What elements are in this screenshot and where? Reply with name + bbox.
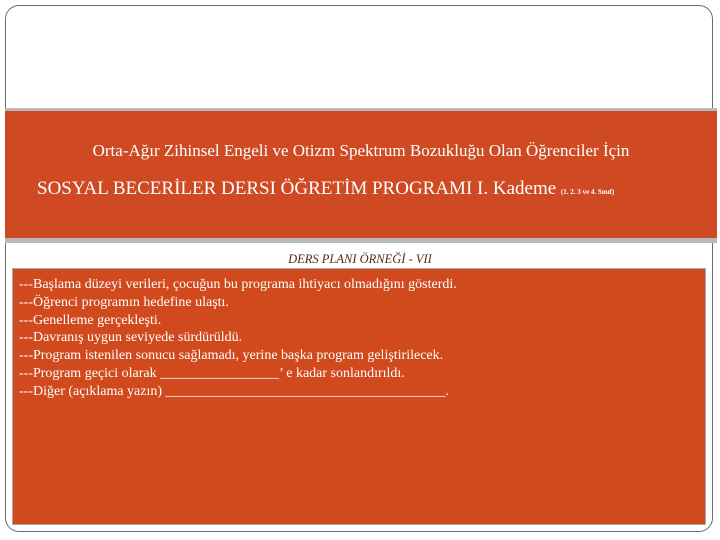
outcome-list [19, 276, 457, 401]
list-item: ---Program istenilen sonucu sağlamadı, yerine başka program geliştirilecek. [19, 348, 444, 364]
title-band [5, 108, 717, 243]
title-main: SOSYAL BECERİLER DERSI ÖĞRETİM PROGRAMI I. Kademe [37, 178, 557, 199]
lesson-plan-subtitle: DERS PLANI ÖRNEĞİ - VII [288, 252, 432, 266]
title-line-1: Orta-Ağır Zihinsel Engeli ve Otizm Spektrum Bozukluğu Olan Öğrenciler İçin [92, 141, 630, 160]
list-item: ---Öğrenci programın hedefine ulaştı. [19, 294, 229, 310]
list-item: ---Program geçici olarak _________________’ e kadar sonlandırıldı. [19, 365, 405, 381]
title-grade-note: (1. 2. 3 ve 4. Sınıf) [560, 188, 615, 196]
list-item: ---Davranış uygun seviyede sürdürüldü. [19, 330, 243, 346]
list-item: ---Genelleme gerçekleşti. [19, 312, 162, 328]
content-box [12, 268, 706, 525]
title-line-2 [37, 178, 614, 200]
list-item: ---Başlama düzeyi verileri, çocuğun bu programa ihtiyacı olmadığını gösterdi. [19, 277, 457, 292]
list-item: ---Diğer (açıklama yazın) ________________________________________. [19, 383, 450, 399]
